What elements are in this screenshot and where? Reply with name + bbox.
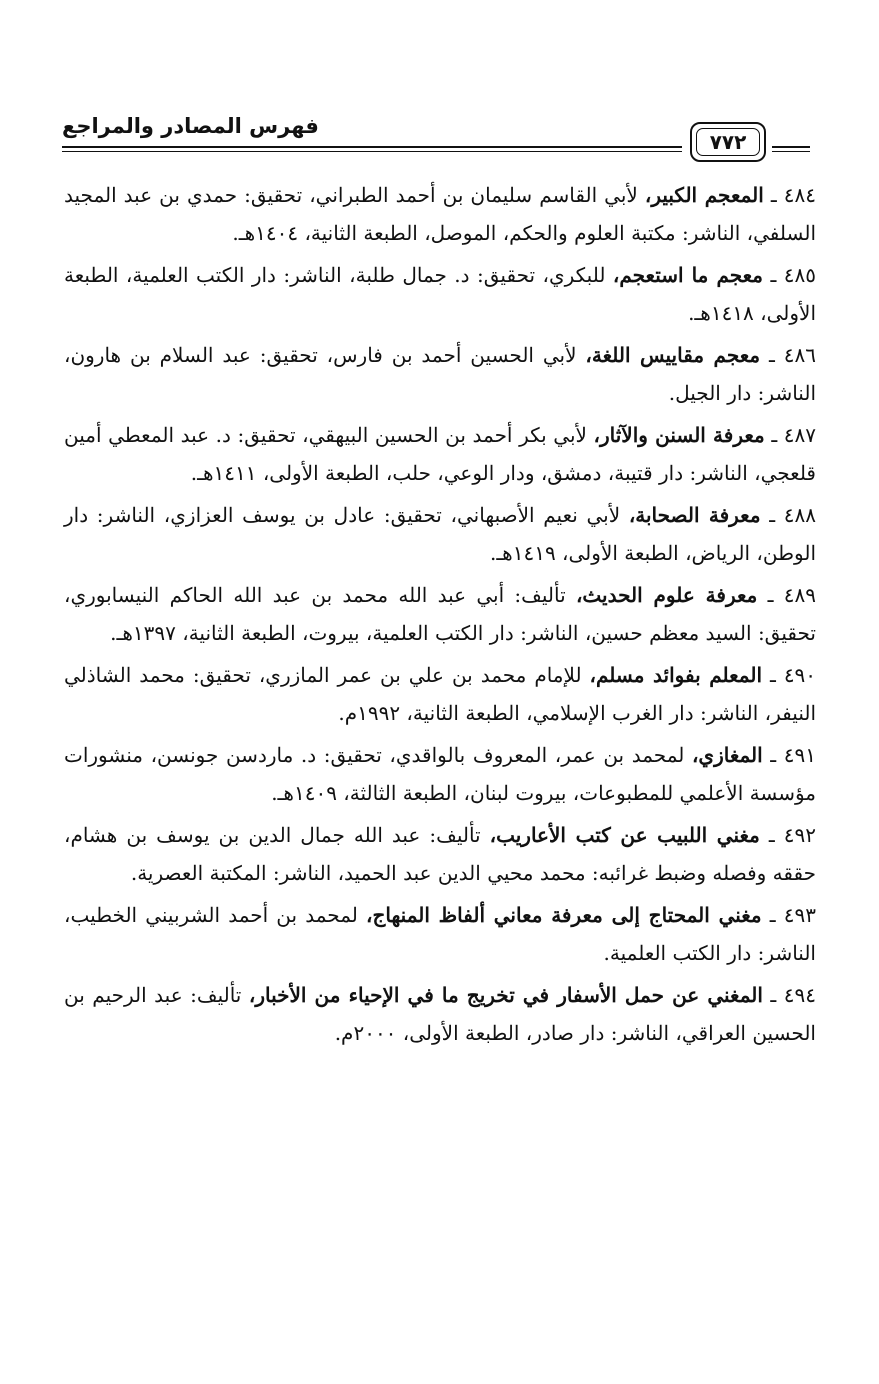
- entry-details: لأبي القاسم سليمان بن أحمد الطبراني، تحقيق: حمدي بن عبد المجيد السلفي، الناشر: مكتبة العلوم والحكم، الموصل، الطبعة الثانية، ١٤٠٤هـ.: [64, 183, 816, 245]
- page-number: ٧٧٢: [696, 128, 760, 156]
- reference-entry: [64, 256, 816, 332]
- reference-entry: [64, 976, 816, 1052]
- entry-title: معرفة السنن والآثار،: [593, 423, 765, 447]
- reference-entry: [64, 336, 816, 412]
- reference-entry: [64, 496, 816, 572]
- reference-entry: [64, 656, 816, 732]
- entry-details: للبكري، تحقيق: د. جمال طلبة، الناشر: دار الكتب العلمية، الطبعة الأولى، ١٤١٨هـ.: [64, 263, 816, 325]
- entry-title: المعجم الكبير،: [644, 183, 764, 207]
- entry-title: المغازي،: [691, 743, 763, 767]
- entry-title: مغني المحتاج إلى معرفة معاني ألفاظ المنهاج،: [366, 903, 762, 927]
- page-number-box: [690, 122, 766, 162]
- entry-title: مغني اللبيب عن كتب الأعاريب،: [489, 823, 760, 847]
- reference-list: [64, 176, 816, 1056]
- entry-details: تأليف: أبي عبد الله محمد بن عبد الله الحاكم النيسابوري، تحقيق: السيد معظم حسين، الناشر: دار الكتب العلمية، بيروت، الطبعة الثانية، ١٣٩٧هـ.: [64, 583, 816, 645]
- entry-number: ٤٨٤ ـ: [770, 183, 816, 207]
- running-title: فهرس المصادر والمراجع: [62, 114, 319, 138]
- header-rule-left: [62, 146, 682, 152]
- entry-number: ٤٨٥ ـ: [770, 263, 816, 287]
- entry-number: ٤٩٤ ـ: [770, 983, 817, 1007]
- entry-details: لأبي الحسين أحمد بن فارس، تحقيق: عبد السلام بن هارون، الناشر: دار الجيل.: [64, 343, 816, 405]
- header-rule-right: [772, 146, 810, 152]
- reference-entry: [64, 576, 816, 652]
- entry-title: معجم ما استعجم،: [612, 263, 764, 287]
- entry-number: ٤٨٦ ـ: [769, 343, 817, 367]
- entry-details: لمحمد بن عمر، المعروف بالواقدي، تحقيق: د. ماردسن جونسن، منشورات مؤسسة الأعلمي للمطبوعات، بيروت لبنان، الطبعة الثالثة، ١٤٠٩هـ.: [64, 743, 816, 805]
- entry-number: ٤٩٢ ـ: [768, 823, 817, 847]
- entry-title: المغني عن حمل الأسفار في تخريج ما في الإحياء من الأخبار،: [248, 983, 763, 1007]
- reference-entry: [64, 416, 816, 492]
- entry-title: معرفة الصحابة،: [628, 503, 761, 527]
- reference-entry: [64, 896, 816, 972]
- reference-entry: [64, 176, 816, 252]
- entry-details: تأليف: عبد الرحيم بن الحسين العراقي، الناشر: دار صادر، الطبعة الأولى، ٢٠٠٠م.: [64, 983, 816, 1045]
- entry-title: المعلم بفوائد مسلم،: [589, 663, 763, 687]
- entry-number: ٤٨٧ ـ: [771, 423, 817, 447]
- reference-entry: [64, 816, 816, 892]
- entry-details: لمحمد بن أحمد الشربيني الخطيب، الناشر: دار الكتب العلمية.: [64, 903, 816, 965]
- entry-number: ٤٩٠ ـ: [769, 663, 817, 687]
- entry-number: ٤٩٣ ـ: [769, 903, 817, 927]
- entry-details: لأبي نعيم الأصبهاني، تحقيق: عادل بن يوسف العزازي، الناشر: دار الوطن، الرياض، الطبعة الأولى، ١٤١٩هـ.: [64, 503, 816, 565]
- entry-title: معجم مقاييس اللغة،: [585, 343, 761, 367]
- entry-number: ٤٨٩ ـ: [767, 583, 817, 607]
- entry-details: لأبي بكر أحمد بن الحسين البيهقي، تحقيق: د. عبد المعطي أمين قلعجي، الناشر: دار قتيبة، دمشق، ودار الوعي، حلب، الطبعة الأولى، ١٤١١هـ.: [64, 423, 816, 485]
- entry-details: تأليف: عبد الله جمال الدين بن يوسف بن هشام، حققه وفصله وضبط غرائبه: محمد محيي الدين عبد الحميد، الناشر: المكتبة العصرية.: [64, 823, 816, 885]
- page-header: [62, 112, 810, 168]
- entry-details: للإمام محمد بن علي بن عمر المازري، تحقيق: محمد الشاذلي النيفر، الناشر: دار الغرب الإسلامي، الطبعة الثانية، ١٩٩٢م.: [64, 663, 816, 725]
- entry-number: ٤٩١ ـ: [770, 743, 816, 767]
- reference-entry: [64, 736, 816, 812]
- entry-number: ٤٨٨ ـ: [769, 503, 816, 527]
- entry-title: معرفة علوم الحديث،: [575, 583, 758, 607]
